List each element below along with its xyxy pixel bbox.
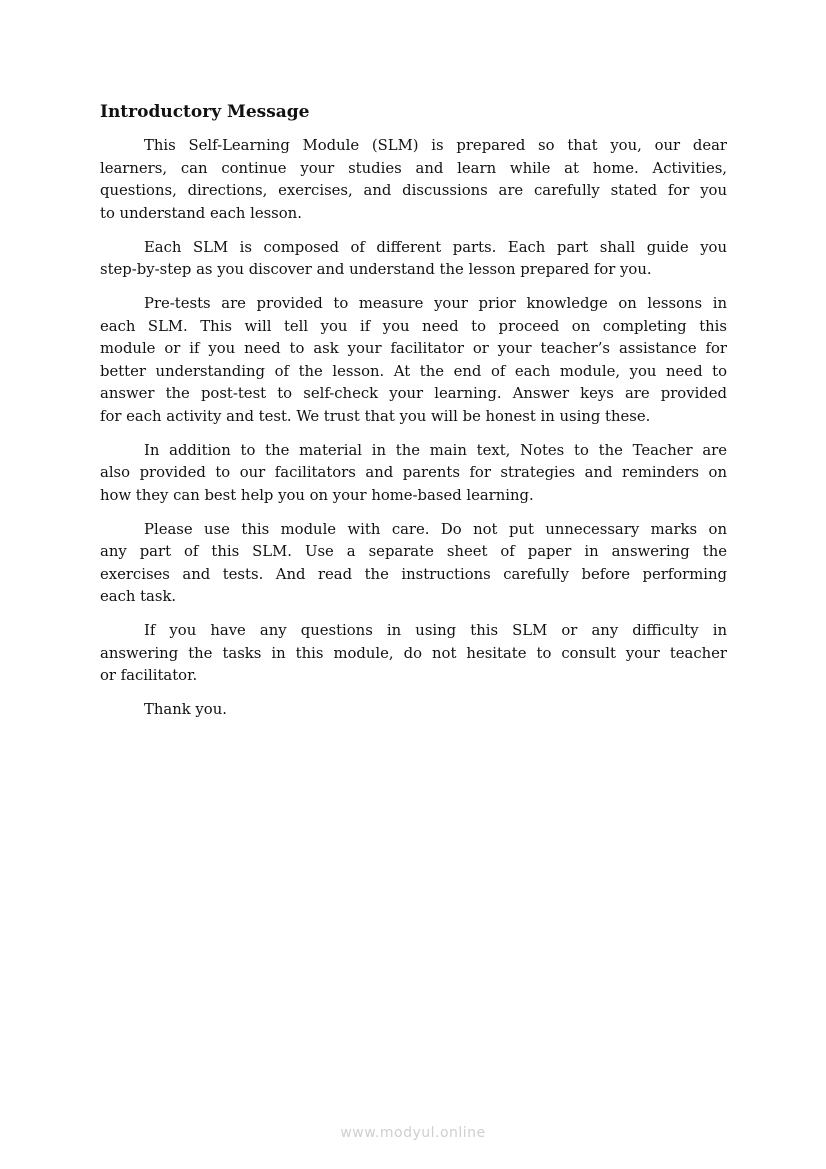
paragraph [100,440,727,508]
text-line: module or if you need to ask your facilitator or your teacher’s assistance for [100,340,727,357]
text-line: how they can best help you on your home-based learning. [100,486,534,504]
text-line: questions, directions, exercises, and discussions are carefully stated for you [100,182,727,199]
text-line: Thank you. [144,701,227,718]
text-line: If you have any questions in using this SLM or any difficulty in [144,622,727,639]
document-page [100,100,727,733]
text-line: also provided to our facilitators and parents for strategies and reminders on [100,464,727,481]
text-line: each task. [100,588,177,605]
page-title: Introductory Message [100,102,310,122]
text-line: to understand each lesson. [100,204,302,222]
text-line: answering the tasks in this module, do not hesitate to consult your teacher [100,644,727,662]
text-line: exercises and tests. And read the instructions carefully before performing [100,565,727,583]
text-line: better understanding of the lesson. At the end of each module, you need to [100,362,727,380]
text-line: any part of this SLM. Use a separate sheet of paper in answering the [100,543,727,560]
text-line: learners, can continue your studies and learn while at home. Activities, [100,159,727,177]
paragraph [100,699,727,722]
text-line: Pre-tests are provided to measure your prior knowledge on lessons in [144,295,727,312]
text-line: step-by-step as you discover and understand the lesson prepared for you. [100,261,652,278]
paragraph [100,237,727,282]
text-line: or facilitator. [100,667,198,684]
paragraph [100,293,727,428]
body-text [100,135,727,722]
text-line: This Self-Learning Module (SLM) is prepared so that you, our dear [144,137,727,154]
text-line: answer the post-test to self-check your learning. Answer keys are provided [100,385,727,402]
text-line: for each activity and test. We trust that you will be honest in using these. [100,407,651,425]
watermark: www.modyul.online [340,1125,486,1141]
text-line: Please use this module with care. Do not put unnecessary marks on [144,520,727,538]
paragraph [100,519,727,609]
text-line: Each SLM is composed of different parts. Each part shall guide you [144,238,727,256]
paragraph [100,135,727,225]
text-line: In addition to the material in the main text, Notes to the Teacher are [144,441,727,459]
text-line: each SLM. This will tell you if you need to proceed on completing this [100,317,727,335]
paragraph [100,620,727,688]
